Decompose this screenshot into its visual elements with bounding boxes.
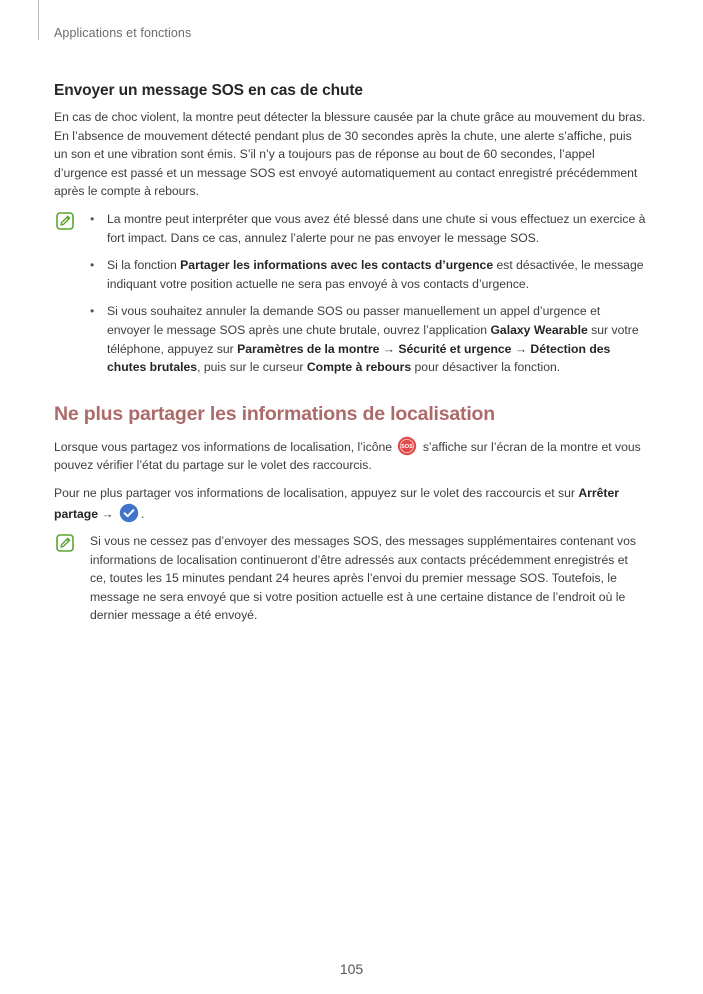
check-circle-icon bbox=[119, 503, 139, 523]
location-paragraph-2 bbox=[54, 484, 646, 523]
sos-fall-body: En cas de choc violent, la montre peut détecter la blessure causée par la chute grâce au mouvement du bras. En l’absence de mouvement détecté pendant plus de 30 secondes après la chute, une alerte s’affiche, puis un son et une vibration sont émis. S’il n’y a toujours pas de réponse au bout de 60 secondes, l’appel d’urgence est passé et un message SOS est envoyé automatiquement au contact enregistré précédemment après le compte à rebours. bbox=[54, 110, 646, 199]
sos-icon-label: SOS bbox=[401, 443, 414, 450]
location-p1-text-b: s’affiche sur l’écran de la montre et vous pouvez vérifier l’état du partage sur le volet des raccourcis. bbox=[54, 439, 641, 473]
location-p2-text-b: . bbox=[141, 506, 145, 521]
location-note bbox=[54, 532, 646, 625]
note-bullet-3 bbox=[90, 302, 646, 376]
bullet-3-text-b: sur votre téléphone, appuyez sur bbox=[107, 322, 639, 356]
location-p1-text-a: Lorsque vous partagez vos informations de localisation, l’icône bbox=[54, 439, 396, 454]
bullet-2-text-a: Si la fonction bbox=[107, 258, 181, 273]
note-bullet-1 bbox=[90, 210, 646, 247]
stop-sharing-option: Arrêter partage bbox=[54, 485, 619, 521]
bullet-2-text-b: est désactivée, le message indiquant votre position actuelle ne sera pas envoyé à vos contacts d’urgence. bbox=[107, 258, 644, 291]
bullet-3-text-d: pour désactiver la fonction. bbox=[411, 360, 561, 375]
sos-fall-title: Envoyer un message SOS en cas de chute bbox=[54, 82, 363, 99]
arrow-separator-1: → bbox=[379, 341, 399, 356]
note-pencil-icon bbox=[56, 212, 74, 230]
note-bullet-list bbox=[90, 210, 646, 377]
safety-emergency-menu: Sécurité et urgence bbox=[398, 341, 512, 356]
header-rule bbox=[38, 0, 39, 40]
galaxy-wearable-app: Galaxy Wearable bbox=[490, 322, 588, 337]
page-number: 105 bbox=[339, 961, 364, 977]
bullet-3-text-c: , puis sur le curseur bbox=[197, 360, 307, 375]
countdown-switch: Compte à rebours bbox=[306, 360, 412, 375]
bullet-1-text: La montre peut interpréter que vous avez été blessé dans une chute si vous effectuez un exercice à fort impact. Dans ce cas, annulez l’alerte pour ne pas envoyer le message SOS. bbox=[107, 211, 646, 245]
note-bullet-2 bbox=[90, 256, 646, 293]
location-section-title: Ne plus partager les informations de localisation bbox=[54, 402, 495, 425]
watch-settings-menu: Paramètres de la montre bbox=[237, 341, 380, 356]
location-note-text: Si vous ne cessez pas d’envoyer des messages SOS, des messages supplémentaires contenant vos informations de localisation continueront d’être adressés aux contacts précédemment enregistrés et ce, toutes les 15 minutes pendant 24 heures après l’envoi du premier message SOS. Toutefois, le message ne sera envoyé que si votre position actuelle est à une certaine distance de l’endroit où le dernier message a été envoyé. bbox=[90, 534, 637, 623]
sos-location-icon bbox=[397, 436, 417, 456]
arrow-separator-2: → bbox=[511, 341, 531, 356]
arrow-separator-3: → bbox=[98, 506, 117, 521]
sos-fall-note bbox=[54, 210, 646, 377]
location-paragraph-1 bbox=[54, 436, 646, 475]
page-content bbox=[54, 82, 646, 625]
fall-detection-menu: Détection des chutes brutales bbox=[107, 341, 611, 375]
note-pencil-icon bbox=[56, 534, 74, 552]
emergency-contacts-setting: Partager les informations avec les contacts d’urgence bbox=[180, 258, 494, 273]
bullet-3-text-a: Si vous souhaitez annuler la demande SOS ou passer manuellement un appel d’urgence et envoyer le message SOS après une chute brutale, ouvrez l’application bbox=[107, 304, 601, 337]
location-p2-text-a: Pour ne plus partager vos informations de localisation, appuyez sur le volet des raccourcis et sur bbox=[54, 485, 579, 500]
chapter-header: Applications et fonctions bbox=[54, 26, 192, 40]
